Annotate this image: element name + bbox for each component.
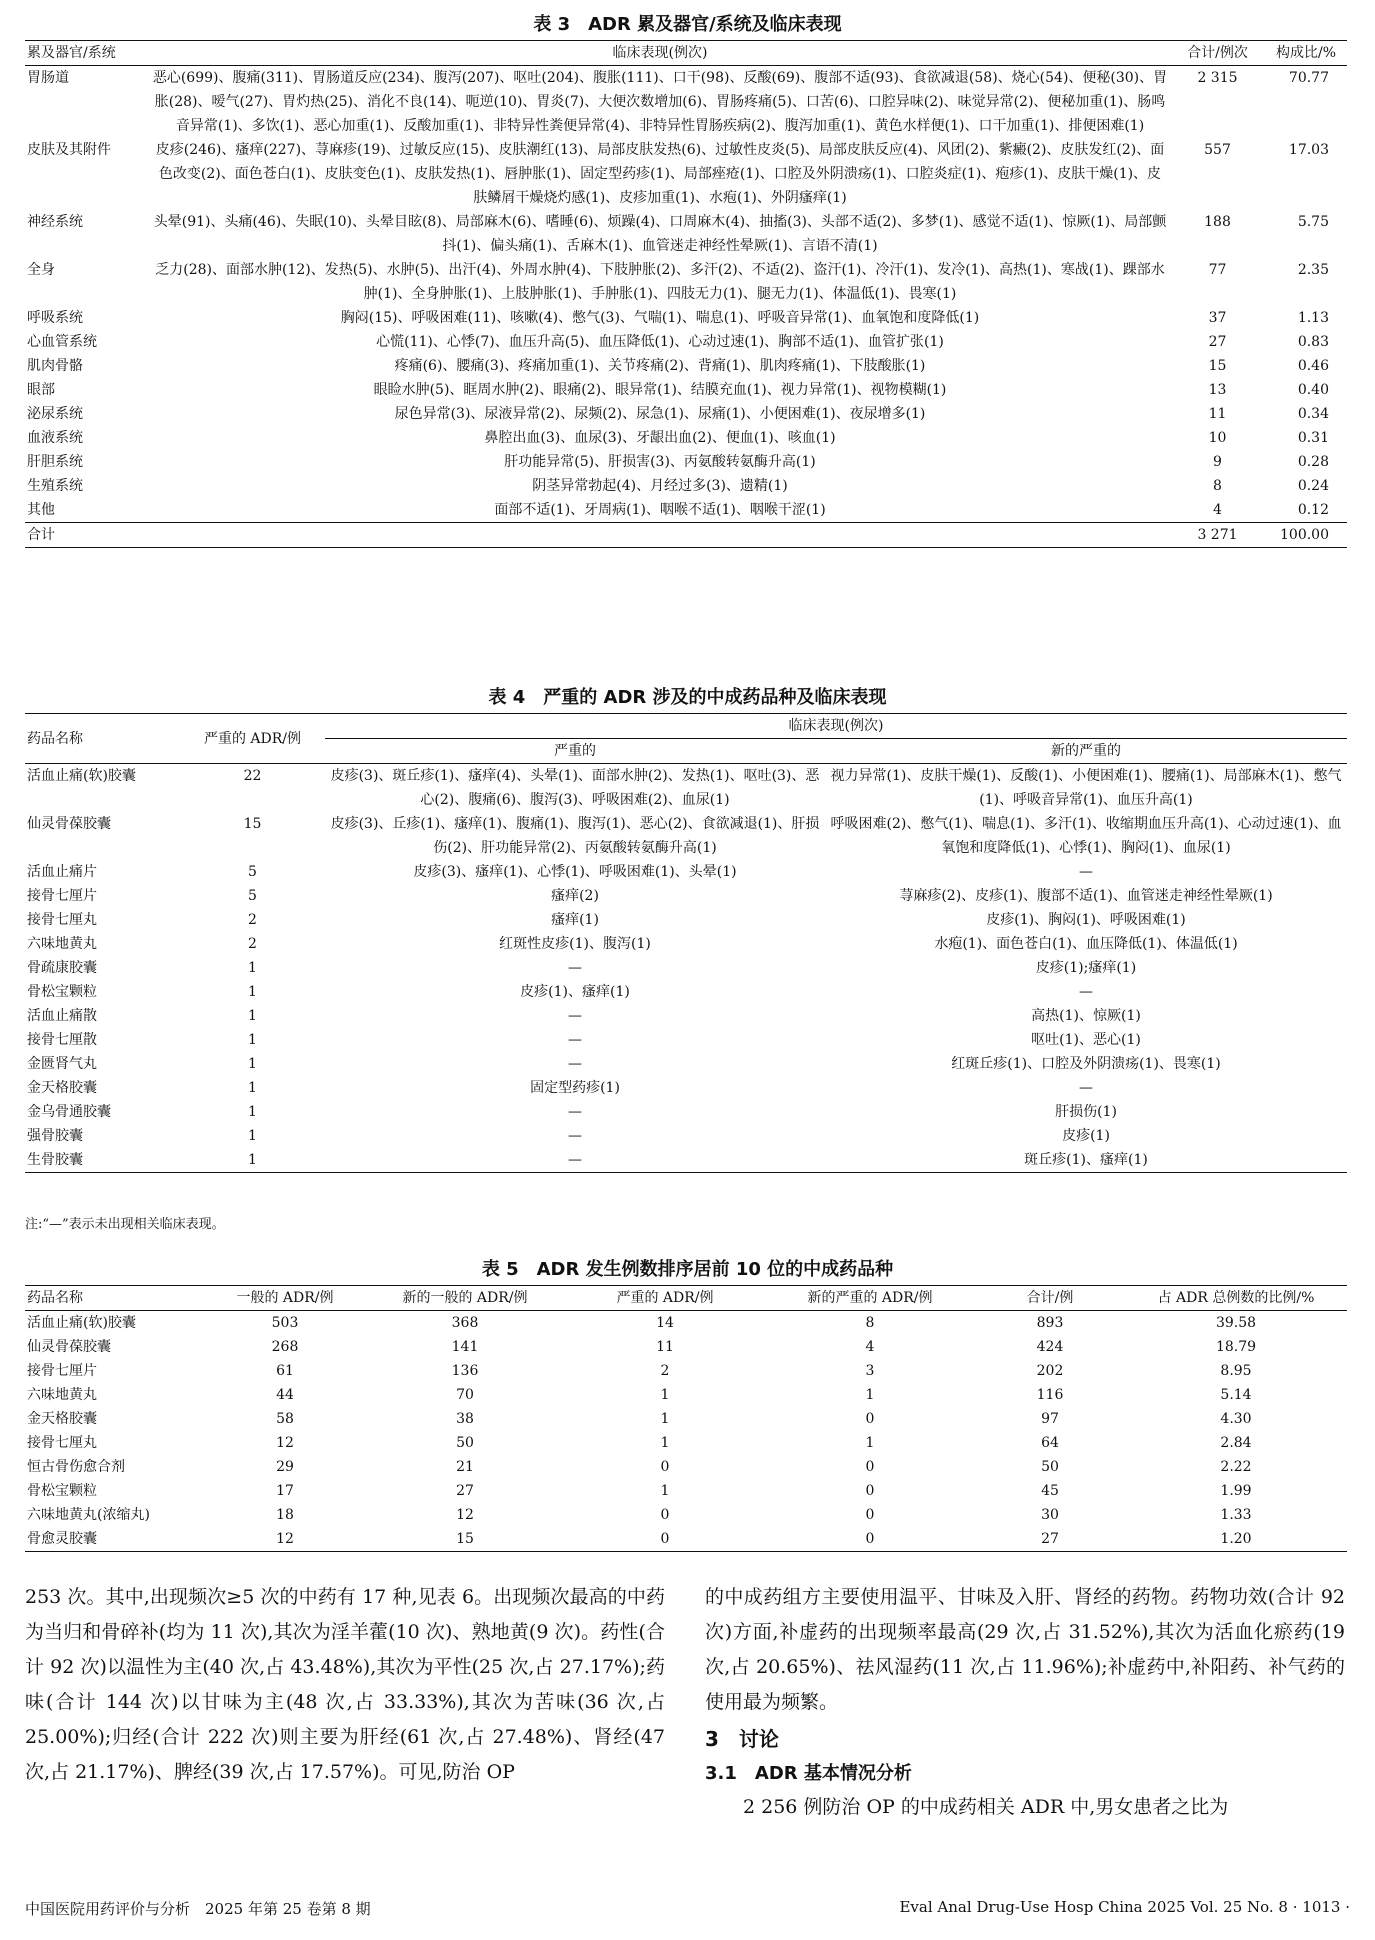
- subsection-heading: 3.1 ADR 基本情况分析: [705, 1763, 912, 1784]
- table-row: [25, 1431, 1347, 1455]
- t5-cell: 1.33: [1220, 1507, 1252, 1523]
- t4-cell-serious: —: [568, 1032, 582, 1048]
- t4-cell-serious: —: [568, 1128, 582, 1144]
- t3-cell-total: 188: [1204, 214, 1231, 230]
- table-row: [25, 1052, 1347, 1076]
- t5-cell: 8.95: [1220, 1363, 1252, 1379]
- table-row: [25, 908, 1347, 932]
- t4-cell-serious: 皮疹(1)、瘙痒(1): [520, 984, 630, 1000]
- t4-cell-new-serious: 视力异常(1)、皮肤干燥(1)、反酸(1)、小便困难(1)、腰痛(1)、局部麻木(1)、憋气(1)、呼吸音异常(1)、血压升高(1): [830, 768, 1342, 808]
- table-row: [25, 450, 1347, 474]
- t5-cell: 1: [865, 1387, 875, 1403]
- table5: [25, 1285, 1347, 1552]
- t4-cell-name: 活血止痛(软)胶囊: [27, 768, 136, 784]
- t3-cell-system: 泌尿系统: [27, 406, 83, 422]
- t4-cell-count: 2: [248, 936, 257, 952]
- t5-cell: 金天格胶囊: [27, 1411, 97, 1427]
- table-row: [25, 1100, 1347, 1124]
- t5-cell: 8: [865, 1315, 875, 1331]
- table-row: [25, 498, 1347, 523]
- t4-cell-new-serious: 红斑丘疹(1)、口腔及外阴溃疡(1)、畏寒(1): [951, 1056, 1221, 1072]
- table-row: [25, 354, 1347, 378]
- t4-cell-name: 强骨胶囊: [27, 1128, 83, 1144]
- t5-cell: 2.22: [1220, 1459, 1252, 1475]
- t5-cell: 64: [1041, 1435, 1059, 1451]
- table3-caption: 表 3 ADR 累及器官/系统及临床表现: [533, 14, 842, 35]
- t3-cell-pct: 17.03: [1288, 142, 1329, 158]
- t3-cell-desc: 鼻腔出血(3)、血尿(3)、牙龈出血(2)、便血(1)、咳血(1): [484, 430, 836, 446]
- table4-note: 注:“—”表示未出现相关临床表现。: [25, 1217, 225, 1232]
- t4-cell-name: 仙灵骨葆胶囊: [27, 816, 111, 832]
- t4-cell-count: 22: [243, 768, 262, 784]
- t3-cell-desc: 恶心(699)、腹痛(311)、胃肠道反应(234)、腹泻(207)、呕吐(204)、腹胀(111)、口干(98)、反酸(69)、腹部不适(93)、食欲减退(58)、烧心(54)、便秘(30)、胃胀(28)、嗳气(27)、胃灼热(25)、消化不良(14)、呃逆(10)、胃炎(7)、大便次数增加(6)、胃肠疼痛(5)、口苦(6)、口腔异味(2)、味觉异常(2)、便秘加重(1)、肠鸣音异常(1)、多饮(1)、恶心加重(1)、反酸加重(1)、非特异性粪便异常(4)、非特异性胃肠疾病(2)、腹泻加重(1)、黄色水样便(1)、口干加重(1)、排便困难(1): [152, 70, 1168, 134]
- t5-header-cell: 一般的 ADR/例: [236, 1290, 334, 1306]
- t3-cell-total: 27: [1208, 334, 1227, 350]
- t4-cell-new-serious: 皮疹(1): [1062, 1128, 1110, 1144]
- t3-cell-system: 皮肤及其附件: [27, 142, 111, 158]
- t4-cell-count: 1: [248, 1128, 257, 1144]
- t5-header-cell: 新的一般的 ADR/例: [402, 1290, 528, 1306]
- t5-cell: 仙灵骨葆胶囊: [27, 1339, 111, 1355]
- table-row: [25, 860, 1347, 884]
- t4-cell-name: 骨松宝颗粒: [27, 984, 97, 1000]
- footer-citation: Eval Anal Drug-Use Hosp China 2025 Vol. 25 No. 8 · 1013 ·: [899, 1898, 1350, 1916]
- table-row: [25, 884, 1347, 908]
- t4-cell-name: 活血止痛片: [27, 864, 97, 880]
- t3-sum-pct: 100.00: [1280, 527, 1329, 543]
- table-row: [25, 474, 1347, 498]
- t4-cell-count: 1: [248, 1056, 257, 1072]
- t3-cell-pct: 0.83: [1297, 334, 1329, 350]
- t5-cell: 接骨七厘丸: [27, 1435, 97, 1451]
- t5-cell: 17: [276, 1483, 294, 1499]
- t3-cell-desc: 面部不适(1)、牙周病(1)、咽喉不适(1)、咽喉干涩(1): [494, 502, 826, 518]
- t3-cell-total: 2 315: [1197, 70, 1238, 86]
- t4-cell-new-serious: 水疱(1)、面色苍白(1)、血压降低(1)、体温低(1): [934, 936, 1238, 952]
- t3-header-total: 合计/例次: [1187, 45, 1248, 61]
- t5-cell: 27: [1041, 1531, 1059, 1547]
- t4-cell-new-serious: 呕吐(1)、恶心(1): [1031, 1032, 1141, 1048]
- t5-cell: 12: [456, 1507, 474, 1523]
- t5-cell: 0: [660, 1531, 670, 1547]
- table-row: [25, 980, 1347, 1004]
- t3-cell-pct: 0.34: [1297, 406, 1329, 422]
- t3-cell-system: 胃肠道: [27, 70, 69, 86]
- t4-cell-count: 5: [248, 888, 257, 904]
- t3-cell-total: 13: [1208, 382, 1227, 398]
- t4-cell-serious: 瘙痒(1): [551, 912, 599, 928]
- t3-cell-pct: 0.31: [1297, 430, 1329, 446]
- t5-cell: 骨愈灵胶囊: [27, 1531, 97, 1547]
- t4-cell-name: 骨疏康胶囊: [27, 960, 97, 976]
- t4-cell-serious: 固定型药疹(1): [530, 1080, 620, 1096]
- table-row: [25, 1407, 1347, 1431]
- t3-cell-pct: 0.40: [1297, 382, 1329, 398]
- t3-cell-pct: 1.13: [1297, 310, 1329, 326]
- t5-cell: 116: [1036, 1387, 1064, 1403]
- table3: [25, 40, 1347, 548]
- t4-cell-serious: —: [568, 1008, 582, 1024]
- t5-cell: 恒古骨伤愈合剂: [27, 1459, 125, 1475]
- table-row: [25, 1124, 1347, 1148]
- t4-cell-name: 金乌骨通胶囊: [27, 1104, 111, 1120]
- table-row: [25, 378, 1347, 402]
- table-row: [25, 330, 1347, 354]
- body-right-paragraph: 的中成药组方主要使用温平、甘味及入肝、肾经的药物。药物功效(合计 92 次)方面,补虚药的出现频率最高(29 次,占 31.52%),其次为活血化瘀药(19 次,占 20.65%)、祛风湿药(11 次,占 11.96%);补虚药中,补阳药、补气药的使用最为频繁。: [705, 1586, 1345, 1713]
- table-row: [25, 306, 1347, 330]
- table4: [25, 713, 1347, 1173]
- t3-header-pct: 构成比/%: [1275, 45, 1337, 61]
- t4-cell-serious: 皮疹(3)、斑丘疹(1)、瘙痒(4)、头晕(1)、面部水肿(2)、发热(1)、呕吐(3)、恶心(2)、腹痛(6)、腹泻(3)、呼吸困难(2)、血尿(1): [330, 768, 820, 808]
- t5-cell: 29: [276, 1459, 294, 1475]
- t3-cell-desc: 皮疹(246)、瘙痒(227)、荨麻疹(19)、过敏反应(15)、皮肤潮红(13)、局部皮肤发热(6)、过敏性皮炎(5)、局部皮肤反应(4)、风团(2)、紫癜(2)、皮肤发红(2)、面色改变(2)、面色苍白(1)、皮肤变色(1)、皮肤发热(1)、唇肿胀(1)、固定型药疹(1)、局部痤疮(1)、口腔及外阴溃疡(1)、口腔炎症(1)、疱疹(1)、皮肤干燥(1)、皮肤鳞屑干燥烧灼感(1)、皮疹加重(1)、水疱(1)、外阴瘙痒(1): [155, 142, 1165, 206]
- t5-cell: 15: [456, 1531, 474, 1547]
- t4-cell-name: 金匮肾气丸: [27, 1056, 97, 1072]
- t5-cell: 1.20: [1220, 1531, 1252, 1547]
- t5-cell: 97: [1041, 1411, 1059, 1427]
- t4-cell-count: 1: [248, 960, 257, 976]
- t5-cell: 893: [1036, 1315, 1064, 1331]
- t5-cell: 1: [660, 1387, 670, 1403]
- t5-cell: 1: [660, 1483, 670, 1499]
- t5-cell: 1.99: [1220, 1483, 1252, 1499]
- table-row: [25, 210, 1347, 258]
- t4-cell-count: 1: [248, 1152, 257, 1168]
- t5-cell: 1: [660, 1435, 670, 1451]
- t3-header-system: 累及器官/系统: [27, 45, 116, 61]
- table-row: [25, 1455, 1347, 1479]
- t4-cell-serious: 皮疹(3)、丘疹(1)、瘙痒(1)、腹痛(1)、腹泻(1)、恶心(2)、食欲减退(1)、肝损伤(2)、肝功能异常(2)、丙氨酸转氨酶升高(1): [330, 816, 820, 856]
- t3-cell-system: 全身: [27, 262, 55, 278]
- t3-header-desc: 临床表现(例次): [612, 45, 708, 61]
- t5-cell: 11: [656, 1339, 674, 1355]
- t3-cell-total: 77: [1208, 262, 1227, 278]
- t5-cell: 12: [276, 1531, 294, 1547]
- t5-header-cell: 合计/例: [1026, 1290, 1074, 1306]
- t4-cell-name: 生骨胶囊: [27, 1152, 83, 1168]
- t4-cell-new-serious: 皮疹(1);瘙痒(1): [1035, 960, 1137, 976]
- t4-cell-count: 1: [248, 1032, 257, 1048]
- t5-cell: 0: [660, 1459, 670, 1475]
- table-row: [25, 1028, 1347, 1052]
- t3-cell-total: 8: [1213, 478, 1222, 494]
- table-row: [25, 1335, 1347, 1359]
- t5-cell: 27: [456, 1483, 474, 1499]
- body-left-paragraph: 253 次。其中,出现频次≥5 次的中药有 17 种,见表 6。出现频次最高的中药为当归和骨碎补(均为 11 次),其次为淫羊藿(10 次)、熟地黄(9 次)。药性(合计 92 次)以温性为主(40 次,占 43.48%),其次为平性(25 次,占 27.17%);药味(合计 144 次)以甘味为主(48 次,占 33.33%),其次为苦味(36 次,占 25.00%);归经(合计 222 次)则主要为肝经(61 次,占 27.48%)、肾经(47 次,占 21.17%)、脾经(39 次,占 17.57%)。可见,防治 OP: [25, 1586, 665, 1783]
- t5-cell: 4: [865, 1339, 875, 1355]
- t3-cell-desc: 头晕(91)、头痛(46)、失眠(10)、头晕目眩(8)、局部麻木(6)、嗜睡(6)、烦躁(4)、口周麻木(4)、抽搐(3)、头部不适(2)、多梦(1)、感觉不适(1)、惊厥(1)、局部颤抖(1)、偏头痛(1)、舌麻木(1)、血管迷走神经性晕厥(1)、言语不清(1): [153, 214, 1167, 254]
- t4-header-clinical: 临床表现(例次): [325, 714, 1347, 739]
- table-row: [25, 402, 1347, 426]
- t4-cell-new-serious: 荨麻疹(2)、皮疹(1)、腹部不适(1)、血管迷走神经性晕厥(1): [899, 888, 1273, 904]
- t3-cell-system: 呼吸系统: [27, 310, 83, 326]
- table-row: [25, 1076, 1347, 1100]
- t4-cell-count: 2: [248, 912, 257, 928]
- t5-cell: 50: [1041, 1459, 1059, 1475]
- t5-cell: 2: [660, 1363, 670, 1379]
- t5-cell: 0: [865, 1411, 875, 1427]
- t4-cell-name: 金天格胶囊: [27, 1080, 97, 1096]
- table-row: [25, 764, 1347, 813]
- t3-cell-total: 15: [1208, 358, 1227, 374]
- t5-cell: 50: [456, 1435, 474, 1451]
- t4-cell-count: 1: [248, 1080, 257, 1096]
- t3-cell-pct: 0.24: [1297, 478, 1329, 494]
- t4-cell-name: 六味地黄丸: [27, 936, 97, 952]
- table-row: [25, 932, 1347, 956]
- table-row: [25, 1383, 1347, 1407]
- t5-cell: 45: [1041, 1483, 1059, 1499]
- t3-sum-total: 3 271: [1197, 527, 1238, 543]
- table-row: [25, 1479, 1347, 1503]
- t4-cell-count: 15: [243, 816, 262, 832]
- table-row: [25, 426, 1347, 450]
- t5-cell: 44: [276, 1387, 294, 1403]
- t3-cell-total: 11: [1208, 406, 1227, 422]
- table-row: [25, 1004, 1347, 1028]
- t5-cell: 141: [451, 1339, 479, 1355]
- t5-cell: 六味地黄丸: [27, 1387, 97, 1403]
- t3-sum-label: 合计: [27, 527, 55, 543]
- t4-cell-name: 活血止痛散: [27, 1008, 97, 1024]
- t5-cell: 503: [271, 1315, 299, 1331]
- t5-cell: 1: [865, 1435, 875, 1451]
- t3-cell-system: 血液系统: [27, 430, 83, 446]
- t4-cell-new-serious: —: [1079, 1080, 1093, 1096]
- t5-cell: 5.14: [1220, 1387, 1252, 1403]
- t3-cell-pct: 2.35: [1297, 262, 1329, 278]
- t3-cell-pct: 0.28: [1297, 454, 1329, 470]
- t5-cell: 0: [865, 1483, 875, 1499]
- t4-header-count: 严重的 ADR/例: [203, 730, 302, 747]
- t5-cell: 2.84: [1220, 1435, 1252, 1451]
- t5-cell: 30: [1041, 1507, 1059, 1523]
- t4-cell-new-serious: 呼吸困难(2)、憋气(1)、喘息(1)、多汗(1)、收缩期血压升高(1)、心动过速(1)、血氧饱和度降低(1)、心悸(1)、胸闷(1)、血尿(1): [830, 816, 1342, 856]
- t3-cell-system: 神经系统: [27, 214, 83, 230]
- t4-cell-serious: 瘙痒(2): [551, 888, 599, 904]
- t5-cell: 39.58: [1215, 1315, 1257, 1331]
- t4-cell-new-serious: 肝损伤(1): [1055, 1104, 1117, 1120]
- t3-cell-total: 4: [1213, 502, 1222, 518]
- t5-cell: 0: [865, 1459, 875, 1475]
- table4-caption: 表 4 严重的 ADR 涉及的中成药品种及临床表现: [488, 687, 887, 708]
- table5-caption: 表 5 ADR 发生例数排序居前 10 位的中成药品种: [481, 1259, 894, 1280]
- t4-cell-serious: —: [568, 1056, 582, 1072]
- body-right-column: [705, 1580, 1345, 1825]
- t4-cell-new-serious: —: [1079, 864, 1093, 880]
- t5-cell: 0: [660, 1507, 670, 1523]
- t3-cell-desc: 尿色异常(3)、尿液异常(2)、尿频(2)、尿急(1)、尿痛(1)、小便困难(1)、夜尿增多(1): [394, 406, 926, 422]
- t5-cell: 18: [276, 1507, 294, 1523]
- t5-cell: 0: [865, 1531, 875, 1547]
- t4-header-new: 新的严重的: [1051, 743, 1121, 759]
- t3-cell-system: 生殖系统: [27, 478, 83, 494]
- t3-cell-desc: 肝功能异常(5)、肝损害(3)、丙氨酸转氨酶升高(1): [504, 454, 816, 470]
- t5-cell: 接骨七厘片: [27, 1363, 97, 1379]
- t3-cell-desc: 阴茎异常勃起(4)、月经过多(3)、遗精(1): [532, 478, 788, 494]
- body-right-paragraph-2: 2 256 例防治 OP 的中成药相关 ADR 中,男女患者之比为: [743, 1796, 1229, 1818]
- table-row: [25, 138, 1347, 210]
- section-heading: 3 讨论: [705, 1727, 779, 1751]
- t3-cell-total: 37: [1208, 310, 1227, 326]
- body-left-column: [25, 1580, 665, 1790]
- t3-cell-desc: 眼睑水肿(5)、眶周水肿(2)、眼痛(2)、眼异常(1)、结膜充血(1)、视力异常(1)、视物模糊(1): [373, 382, 947, 398]
- t5-cell: 12: [276, 1435, 294, 1451]
- t3-cell-total: 10: [1208, 430, 1227, 446]
- t3-cell-system: 肝胆系统: [27, 454, 83, 470]
- t3-cell-pct: 5.75: [1297, 214, 1329, 230]
- t5-cell: 14: [656, 1315, 674, 1331]
- t5-cell: 六味地黄丸(浓缩丸): [27, 1507, 150, 1523]
- table-row: [25, 1359, 1347, 1383]
- t5-cell: 3: [865, 1363, 875, 1379]
- t3-cell-system: 肌肉骨骼: [27, 358, 83, 374]
- t4-cell-count: 5: [248, 864, 257, 880]
- t5-cell: 58: [276, 1411, 294, 1427]
- t3-cell-total: 557: [1204, 142, 1231, 158]
- t5-header-cell: 新的严重的 ADR/例: [807, 1290, 933, 1306]
- t5-cell: 4.30: [1220, 1411, 1252, 1427]
- footer-journal: 中国医院用药评价与分析 2025 年第 25 卷第 8 期: [25, 1900, 371, 1918]
- t4-cell-serious: 皮疹(3)、瘙痒(1)、心悸(1)、呼吸困难(1)、头晕(1): [413, 864, 737, 880]
- t4-cell-serious: —: [568, 1104, 582, 1120]
- t3-cell-system: 心血管系统: [27, 334, 97, 350]
- t5-header-cell: 占 ADR 总例数的比例/%: [1157, 1290, 1315, 1306]
- t5-cell: 骨松宝颗粒: [27, 1483, 97, 1499]
- table-row: [25, 812, 1347, 860]
- t5-cell: 424: [1036, 1339, 1064, 1355]
- t3-cell-desc: 乏力(28)、面部水肿(12)、发热(5)、水肿(5)、出汗(4)、外周水肿(4)、下肢肿胀(2)、多汗(2)、不适(2)、盗汗(1)、冷汗(1)、发冷(1)、高热(1)、寒战(1)、踝部水肿(1)、全身肿胀(1)、上肢肿胀(1)、手肿胀(1)、四肢无力(1)、腿无力(1)、体温低(1)、畏寒(1): [155, 262, 1165, 302]
- t4-cell-new-serious: 皮疹(1)、胸闷(1)、呼吸困难(1): [986, 912, 1186, 928]
- t4-cell-new-serious: —: [1079, 984, 1093, 1000]
- t4-cell-serious: —: [568, 1152, 582, 1168]
- t4-cell-name: 接骨七厘丸: [27, 912, 97, 928]
- t5-cell: 1: [660, 1411, 670, 1427]
- t5-header-cell: 严重的 ADR/例: [616, 1290, 714, 1306]
- t3-sum-empty: [150, 523, 1170, 548]
- t5-cell: 268: [271, 1339, 299, 1355]
- t5-cell: 活血止痛(软)胶囊: [27, 1315, 136, 1331]
- table-row: [25, 258, 1347, 306]
- t3-cell-system: 其他: [27, 502, 55, 518]
- t3-cell-total: 9: [1213, 454, 1222, 470]
- t5-cell: 21: [456, 1459, 474, 1475]
- table-row: [25, 1503, 1347, 1527]
- table-row: [25, 956, 1347, 980]
- t4-cell-count: 1: [248, 1104, 257, 1120]
- t3-cell-desc: 疼痛(6)、腰痛(3)、疼痛加重(1)、关节疼痛(2)、背痛(1)、肌肉疼痛(1)、下肢酸胀(1): [394, 358, 926, 374]
- t4-cell-new-serious: 高热(1)、惊厥(1): [1031, 1008, 1141, 1024]
- t4-header-name: 药品名称: [27, 730, 83, 747]
- t5-cell: 38: [456, 1411, 474, 1427]
- t4-header-serious: 严重的: [554, 743, 596, 759]
- t4-cell-name: 接骨七厘散: [27, 1032, 97, 1048]
- t5-cell: 0: [865, 1507, 875, 1523]
- t5-cell: 136: [451, 1363, 479, 1379]
- t4-cell-name: 接骨七厘片: [27, 888, 97, 904]
- t5-cell: 368: [451, 1315, 479, 1331]
- t5-cell: 18.79: [1215, 1339, 1257, 1355]
- t5-cell: 61: [276, 1363, 294, 1379]
- t5-header-cell: 药品名称: [27, 1290, 83, 1306]
- table-row: [25, 66, 1347, 139]
- t3-cell-pct: 0.46: [1297, 358, 1329, 374]
- t3-cell-pct: 0.12: [1297, 502, 1329, 518]
- t4-cell-count: 1: [248, 1008, 257, 1024]
- table-row: [25, 1311, 1347, 1336]
- t3-cell-desc: 心慌(11)、心悸(7)、血压升高(5)、血压降低(1)、心动过速(1)、胸部不适(1)、血管扩张(1): [376, 334, 944, 350]
- t4-cell-new-serious: 斑丘疹(1)、瘙痒(1): [1024, 1152, 1148, 1168]
- table-row: [25, 1527, 1347, 1552]
- t4-cell-count: 1: [248, 984, 257, 1000]
- t4-cell-serious: 红斑性皮疹(1)、腹泻(1): [499, 936, 651, 952]
- t5-cell: 70: [456, 1387, 474, 1403]
- t3-cell-desc: 胸闷(15)、呼吸困难(11)、咳嗽(4)、憋气(3)、气喘(1)、喘息(1)、呼吸音异常(1)、血氧饱和度降低(1): [340, 310, 980, 326]
- t3-cell-system: 眼部: [27, 382, 55, 398]
- t5-cell: 202: [1036, 1363, 1064, 1379]
- t4-cell-serious: —: [568, 960, 582, 976]
- table-row: [25, 1148, 1347, 1173]
- t3-cell-pct: 70.77: [1288, 70, 1329, 86]
- table-row-sum: [25, 523, 1347, 548]
